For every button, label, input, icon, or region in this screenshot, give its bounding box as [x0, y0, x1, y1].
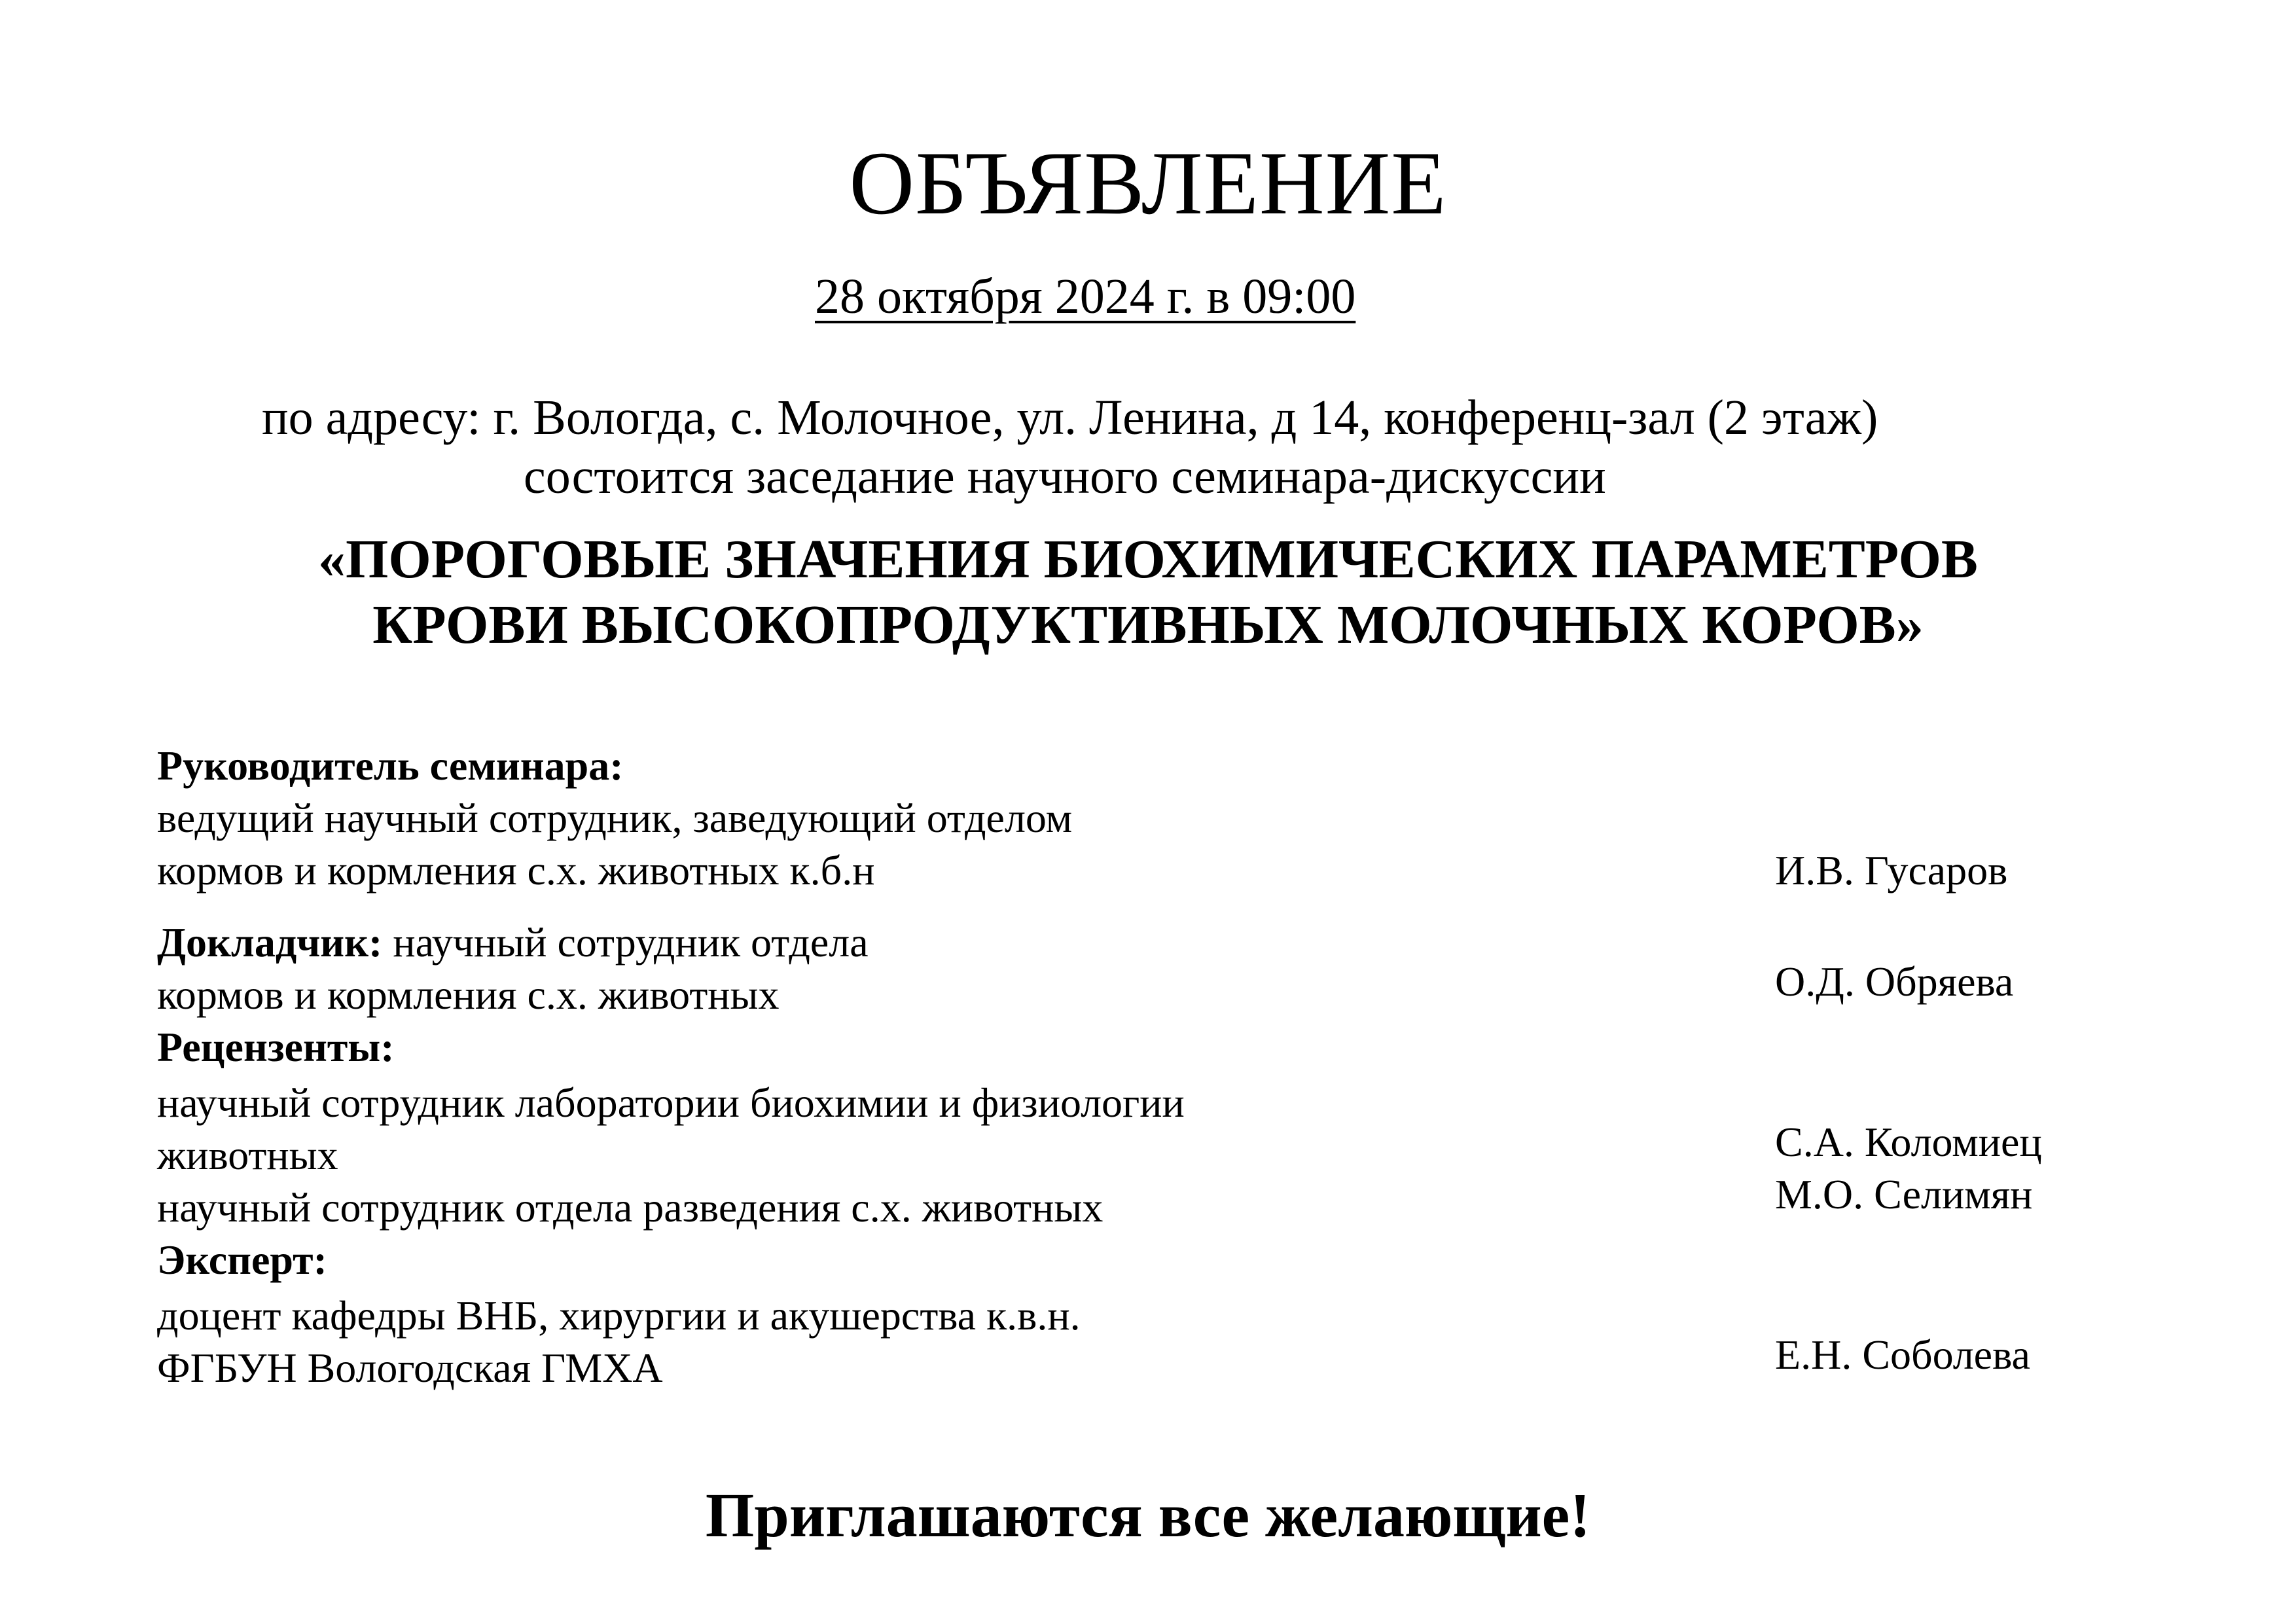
speaker-line-1 — [157, 916, 869, 969]
seminar-topic-line-2: КРОВИ ВЫСОКОПРОДУКТИВНЫХ МОЛОЧНЫХ КОРОВ» — [372, 594, 1924, 655]
leader-name: И.В. Гусаров — [1775, 847, 2008, 893]
leader-label: Руководитель семинара: — [157, 742, 624, 789]
reviewers-label: Рецензенты: — [157, 1024, 395, 1070]
reviewer-name-2: М.О. Селимян — [1775, 1171, 2033, 1218]
expert-name: Е.Н. Соболева — [1775, 1331, 2030, 1378]
expert-label: Эксперт: — [157, 1236, 327, 1283]
announcement-title: ОБЪЯВЛЕНИЕ — [849, 133, 1447, 233]
expert-position-line-2: ФГБУН Вологодская ГМХА — [157, 1344, 663, 1391]
event-intro: состоится заседание научного семинара-дискуссии — [524, 449, 1606, 504]
speaker-label: Докладчик: — [157, 919, 383, 965]
expert-position-line-1: доцент кафедры ВНБ, хирургии и акушерства к.в.н. — [157, 1292, 1081, 1339]
seminar-topic-line-1: «ПОРОГОВЫЕ ЗНАЧЕНИЯ БИОХИМИЧЕСКИХ ПАРАМЕТРОВ — [318, 529, 1978, 590]
speaker-position-line-1: научный сотрудник отдела — [382, 919, 869, 965]
reviewer-position-line-3: научный сотрудник отдела разведения с.х. животных — [157, 1184, 1103, 1231]
leader-position-line-1: ведущий научный сотрудник, заведующий отделом — [157, 795, 1073, 841]
invitation-text: Приглашаются все желающие! — [705, 1480, 1591, 1550]
speaker-name: О.Д. Обряева — [1775, 958, 2014, 1005]
event-address: по адресу: г. Вологда, с. Молочное, ул. Ленина, д 14, конференц-зал (2 этаж) — [262, 390, 1878, 445]
speaker-position-line-2: кормов и кормления с.х. животных — [157, 971, 780, 1018]
leader-position-line-2: кормов и кормления с.х. животных к.б.н — [157, 847, 875, 893]
reviewer-position-line-2: животных — [157, 1132, 338, 1178]
reviewer-position-line-1: научный сотрудник лаборатории биохимии и физиологии — [157, 1079, 1185, 1126]
seminar-topic — [0, 527, 2296, 658]
reviewer-name-1: С.А. Коломиец — [1775, 1119, 2042, 1165]
event-date: 28 октября 2024 г. в 09:00 — [815, 269, 1356, 324]
